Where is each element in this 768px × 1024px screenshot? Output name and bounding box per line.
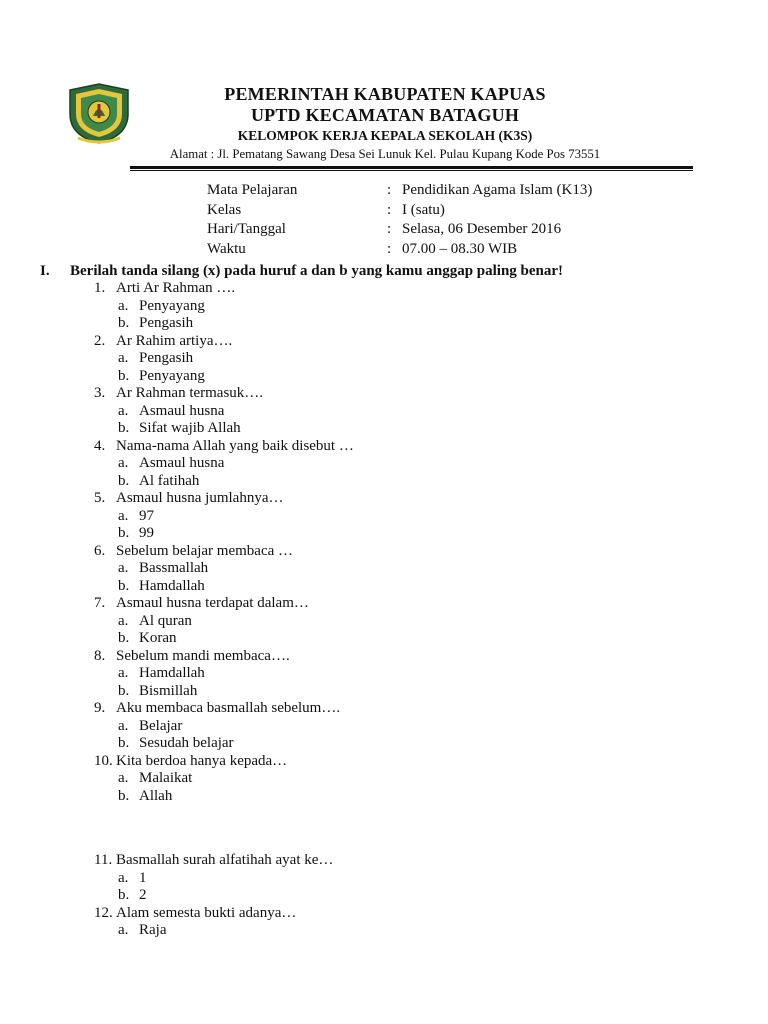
question-number: 9. <box>94 700 106 716</box>
kabupaten-emblem-icon <box>66 80 132 146</box>
question-list-continued <box>94 852 654 940</box>
question-text: Sebelum mandi membaca…. <box>116 647 290 664</box>
question-list <box>94 280 654 805</box>
question-item <box>94 700 654 718</box>
option-text: 97 <box>139 507 154 524</box>
header-title-pemerintah: PEMERINTAH KABUPATEN KAPUAS <box>224 84 546 104</box>
option-letter: b. <box>118 682 130 699</box>
answer-option <box>94 455 654 473</box>
option-letter: a. <box>118 455 129 471</box>
option-text: Asmaul husna <box>139 455 225 471</box>
option-text: Raja <box>139 922 167 938</box>
question-text: Nama-nama Allah yang baik disebut … <box>116 437 354 454</box>
option-text: 1 <box>139 869 147 886</box>
option-text: Koran <box>139 630 177 646</box>
question-number: 5. <box>94 490 106 506</box>
question-number: 2. <box>94 332 106 349</box>
answer-option <box>94 770 654 788</box>
option-text: Bassmallah <box>139 560 209 576</box>
answer-option <box>94 403 654 421</box>
header-divider-thick <box>130 166 693 169</box>
option-text: Sifat wajib Allah <box>139 420 241 436</box>
option-text: Pengasih <box>139 315 194 331</box>
answer-option <box>94 788 654 806</box>
option-letter: a. <box>118 665 129 681</box>
option-letter: b. <box>118 420 130 436</box>
question-text: Ar Rahman termasuk…. <box>116 385 264 401</box>
question-item <box>94 595 654 613</box>
question-number: 10. <box>94 752 113 769</box>
info-colon: : <box>387 201 392 218</box>
question-number: 6. <box>94 542 106 559</box>
answer-option <box>94 578 654 596</box>
header-title-uptd: UPTD KECAMATAN BATAGUH <box>250 105 520 125</box>
question-number: 1. <box>94 280 106 296</box>
option-text: Penyayang <box>139 297 205 314</box>
info-label: Waktu <box>207 241 246 258</box>
answer-option <box>94 420 654 438</box>
option-text: Hamdallah <box>139 577 205 594</box>
info-colon: : <box>387 241 392 258</box>
header-subtitle-k3s: KELOMPOK KERJA KEPALA SEKOLAH (K3S) <box>237 128 533 143</box>
question-text: Asmaul husna terdapat dalam… <box>116 595 309 611</box>
info-value: 07.00 – 08.30 WIB <box>402 241 518 258</box>
question-number: 12. <box>94 904 113 921</box>
option-letter: b. <box>118 735 130 751</box>
header-divider-thin <box>130 170 693 171</box>
option-letter: a. <box>118 560 129 576</box>
info-label: Kelas <box>207 201 242 218</box>
question-text: Basmallah surah alfatihah ayat ke… <box>116 852 334 868</box>
answer-option <box>94 887 654 905</box>
option-letter: b. <box>118 472 130 489</box>
question-number: 8. <box>94 647 106 664</box>
option-letter: b. <box>118 315 130 331</box>
option-text: Hamdallah <box>139 665 205 681</box>
question-item <box>94 648 654 666</box>
question-number: 4. <box>94 437 106 454</box>
option-letter: b. <box>118 787 130 804</box>
option-text: Al quran <box>139 612 192 629</box>
option-text: Pengasih <box>139 350 194 366</box>
question-item <box>94 333 654 351</box>
question-text: Alam semesta bukti adanya… <box>116 904 297 921</box>
info-value: Pendidikan Agama Islam (K13) <box>402 182 593 198</box>
option-letter: a. <box>118 612 129 629</box>
answer-option <box>94 630 654 648</box>
answer-option <box>94 350 654 368</box>
answer-option <box>94 525 654 543</box>
answer-option <box>94 665 654 683</box>
question-item <box>94 385 654 403</box>
info-colon: : <box>387 221 392 238</box>
question-text: Ar Rahim artiya…. <box>116 332 233 349</box>
option-letter: b. <box>118 525 130 541</box>
option-text: Bismillah <box>139 682 198 699</box>
info-value: I (satu) <box>402 201 445 218</box>
option-text: 2 <box>139 887 147 903</box>
option-letter: b. <box>118 367 130 384</box>
option-text: Belajar <box>139 717 183 734</box>
question-number: 3. <box>94 385 106 401</box>
info-colon: : <box>387 182 392 198</box>
answer-option <box>94 613 654 631</box>
question-text: Kita berdoa hanya kepada… <box>116 752 288 769</box>
option-text: Sesudah belajar <box>139 735 234 751</box>
answer-option <box>94 683 654 701</box>
option-letter: b. <box>118 887 130 903</box>
question-item <box>94 852 654 870</box>
question-text: Aku membaca basmallah sebelum…. <box>116 700 341 716</box>
answer-option <box>94 735 654 753</box>
info-label: Mata Pelajaran <box>207 182 298 198</box>
option-letter: a. <box>118 402 129 419</box>
section-number: I. <box>40 263 50 279</box>
answer-option <box>94 368 654 386</box>
question-number: 7. <box>94 595 106 611</box>
option-text: Malaikat <box>139 770 193 786</box>
option-letter: b. <box>118 630 130 646</box>
question-item <box>94 543 654 561</box>
option-text: 99 <box>139 525 154 541</box>
question-item <box>94 280 654 298</box>
header-address: Alamat : Jl. Pematang Sawang Desa Sei Lunuk Kel. Pulau Kupang Kode Pos 73551 <box>169 147 601 161</box>
answer-option <box>94 560 654 578</box>
answer-option <box>94 922 654 940</box>
option-text: Asmaul husna <box>139 402 225 419</box>
info-label: Hari/Tanggal <box>207 221 286 238</box>
question-text: Arti Ar Rahman …. <box>116 280 236 296</box>
option-letter: a. <box>118 717 129 734</box>
question-number: 11. <box>94 852 113 868</box>
option-text: Allah <box>139 787 173 804</box>
question-text: Asmaul husna jumlahnya… <box>116 490 284 506</box>
answer-option <box>94 298 654 316</box>
option-letter: b. <box>118 577 130 594</box>
option-letter: a. <box>118 297 129 314</box>
option-letter: a. <box>118 869 129 886</box>
answer-option <box>94 315 654 333</box>
option-text: Al fatihah <box>139 472 200 489</box>
question-text: Sebelum belajar membaca … <box>116 542 294 559</box>
option-letter: a. <box>118 350 129 366</box>
option-text: Penyayang <box>139 367 205 384</box>
answer-option <box>94 718 654 736</box>
section-title: Berilah tanda silang (x) pada huruf a dan b yang kamu anggap paling benar! <box>70 263 564 279</box>
option-letter: a. <box>118 770 129 786</box>
answer-option <box>94 870 654 888</box>
info-value: Selasa, 06 Desember 2016 <box>402 221 562 238</box>
question-item <box>94 490 654 508</box>
option-letter: a. <box>118 922 129 938</box>
question-item <box>94 905 654 923</box>
answer-option <box>94 473 654 491</box>
option-letter: a. <box>118 507 129 524</box>
question-item <box>94 753 654 771</box>
question-item <box>94 438 654 456</box>
answer-option <box>94 508 654 526</box>
